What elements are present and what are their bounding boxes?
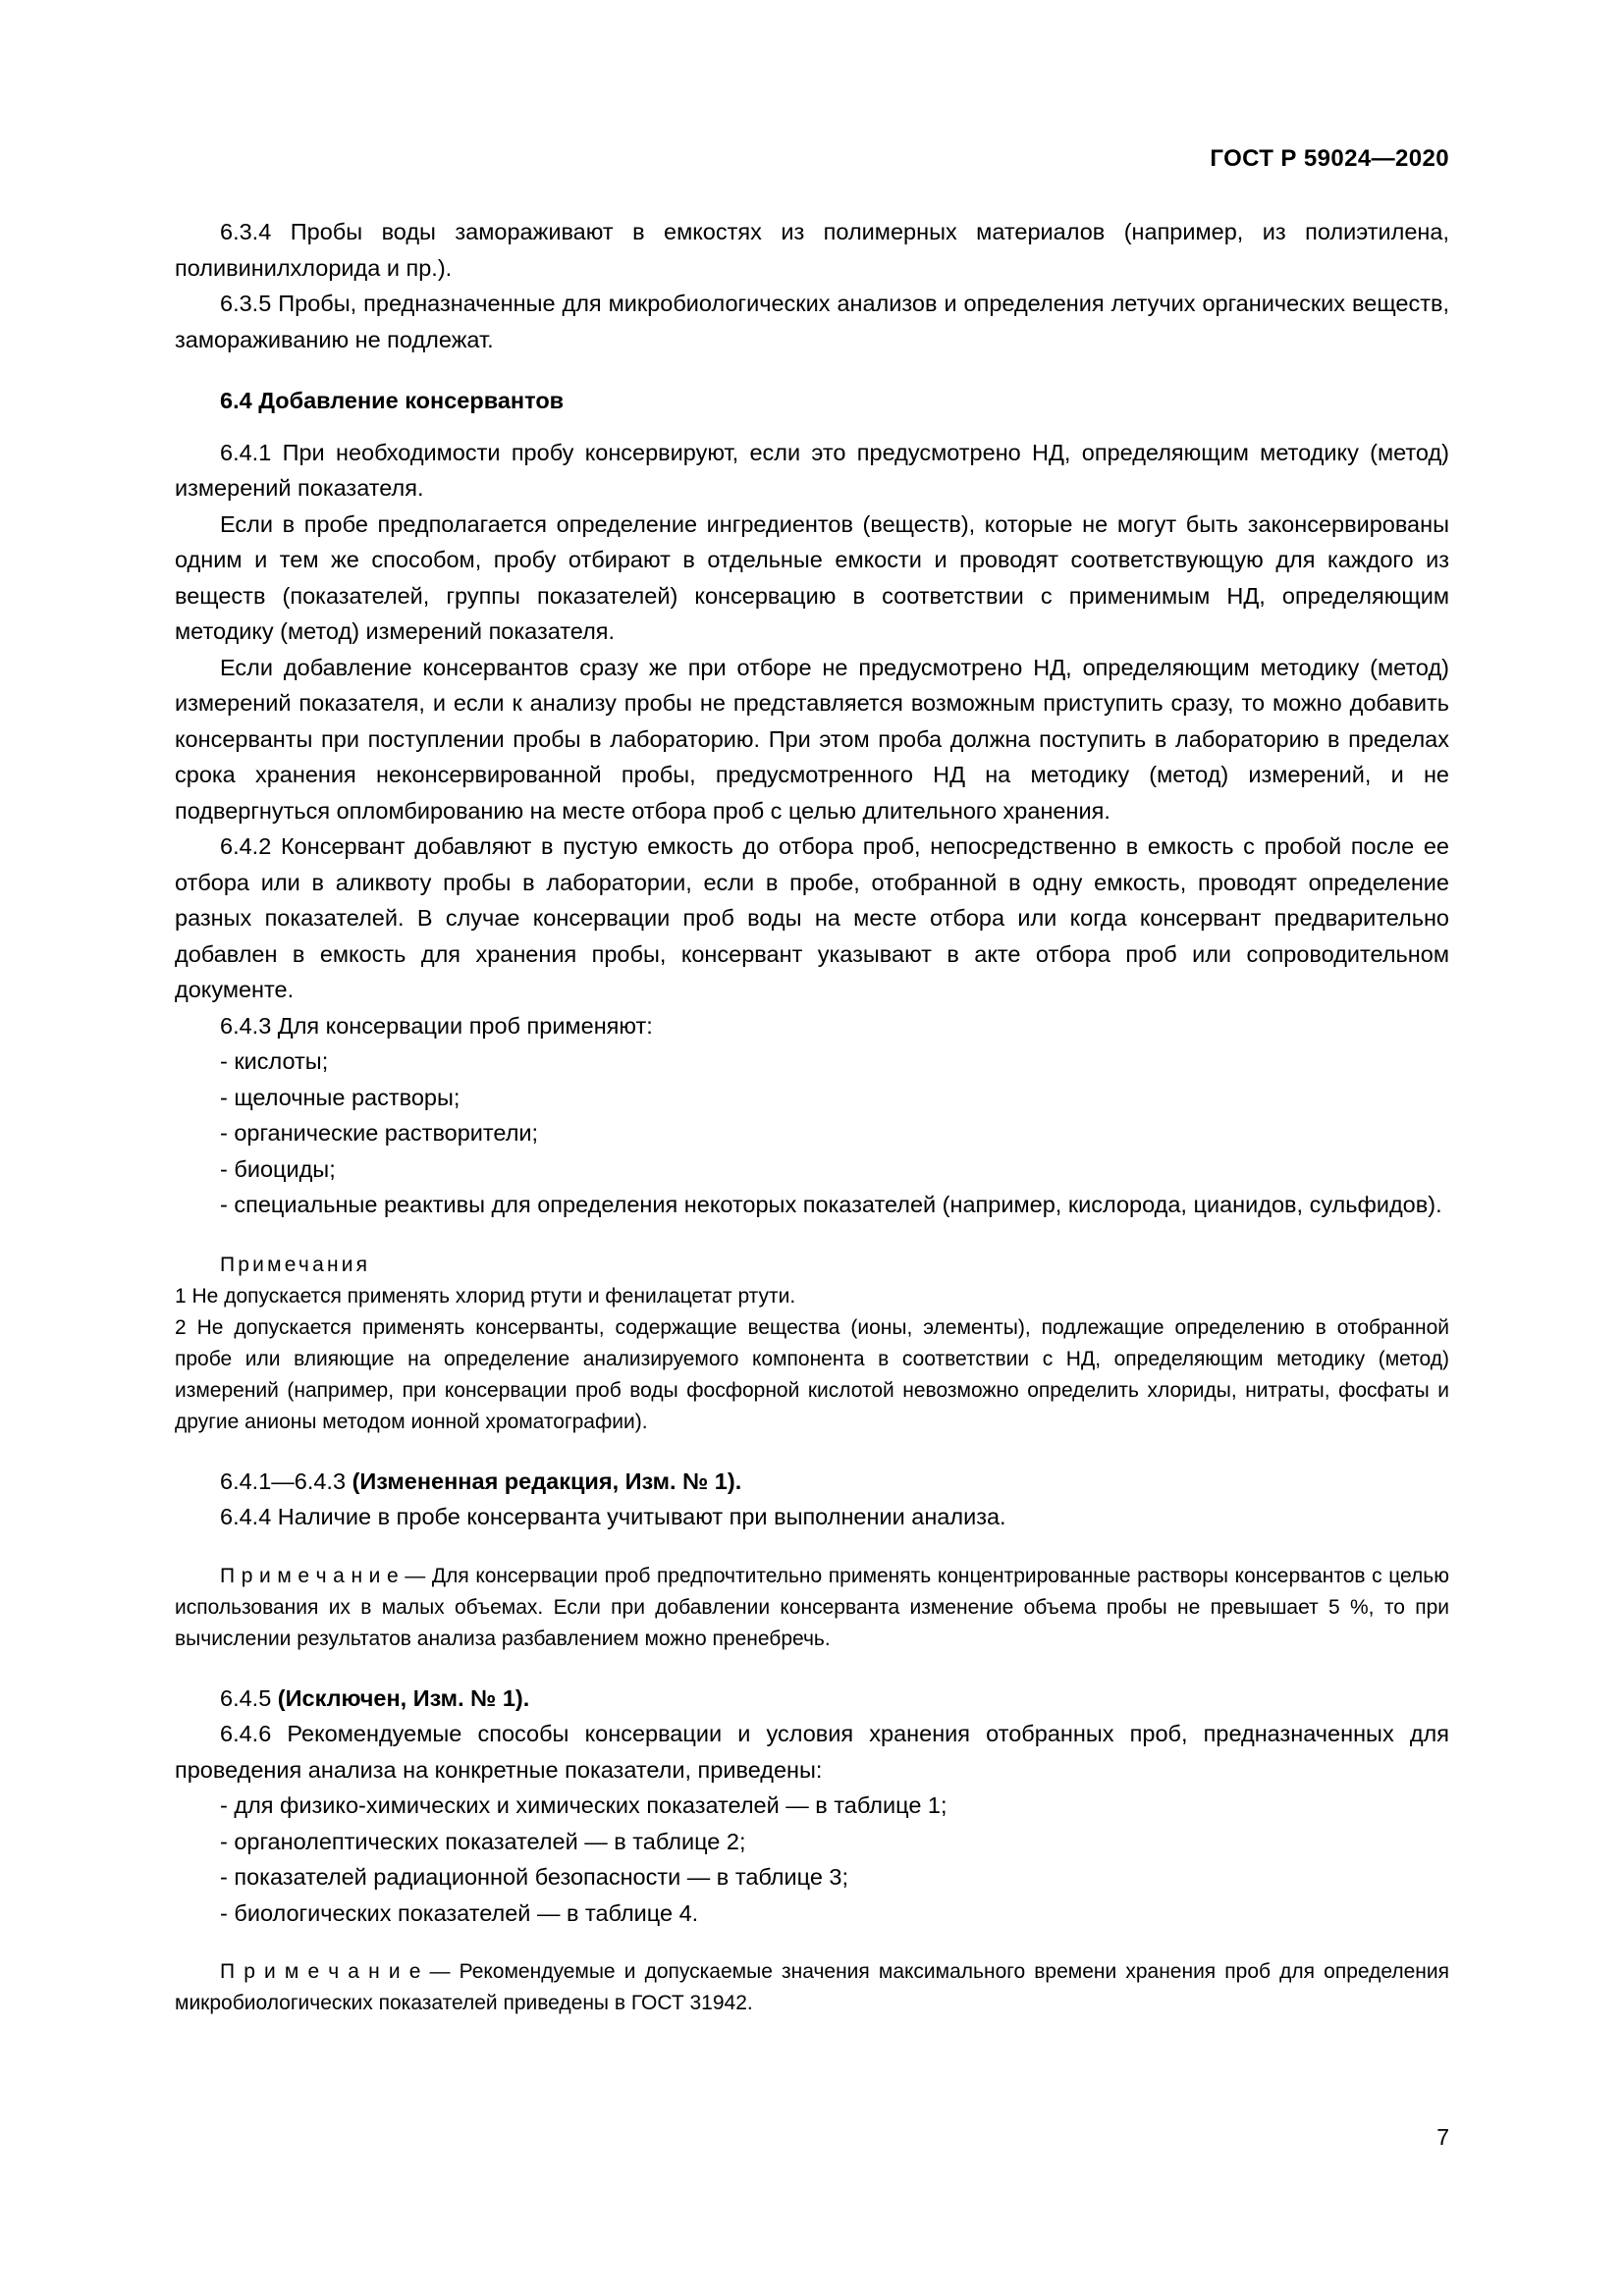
list-item: - кислоты; — [220, 1048, 329, 1074]
list-item: - органолептических показателей — в таблице 2; — [220, 1828, 746, 1854]
list-item: - щелочные растворы; — [220, 1084, 460, 1110]
list-item: - биоциды; — [220, 1155, 336, 1182]
spacer — [175, 1223, 1449, 1249]
spacer — [175, 357, 1449, 383]
spacer — [175, 1438, 1449, 1464]
note-final — [175, 1956, 1449, 2019]
paragraph-6-4-6: 6.4.6 Рекомендуемые способы консервации и условия хранения отобранных проб, предназначенных для проведения анализа на конкретные показатели, приведены: — [175, 1721, 1449, 1783]
page-number: 7 — [1436, 2124, 1449, 2150]
spacer — [175, 1535, 1449, 1561]
note-label: П р и м е ч а н и е — [220, 1564, 406, 1587]
note-1: 1 Не допускается применять хлорид ртути и фенилацетат ртути. — [175, 1284, 796, 1308]
revision-label: (Измененная редакция, Изм. № 1). — [352, 1468, 742, 1494]
revision-range: 6.4.1—6.4.3 — [220, 1468, 352, 1494]
paragraph-revision-note — [175, 1464, 1449, 1500]
paragraph-6-4-3: 6.4.3 Для консервации проб применяют: — [220, 1012, 653, 1039]
note-text: — Для консервации проб предпочтительно применять концентрированные растворы консервантов с целью использования их в малых объемах. Если при добавлении консерванта изменение объема пробы не превышает 5 %, то при вычислении результатов анализа разбавлением можно пренебречь. — [175, 1564, 1449, 1650]
list-item: - специальные реактивы для определения некоторых показателей (например, кислорода, цианидов, сульфидов). — [220, 1192, 1442, 1217]
paragraph-6-4-2: 6.4.2 Консервант добавляют в пустую емкость до отбора проб, непосредственно в емкость с пробой после ее отбора или в аликвоту пробы в лаборатории, если в пробе, отобранной в одну емкость, проводят определение разных показателей. В случае консервации проб воды на месте отбора или когда консервант предварительно добавлен в емкость для хранения пробы, консервант указывают в акте отбора проб или сопроводительном документе. — [175, 833, 1449, 1002]
page-content — [175, 214, 1449, 2019]
note-text: — Рекомендуемые и допускаемые значения максимального времени хранения проб для определения микробиологических показателей приведены в ГОСТ 31942. — [175, 1960, 1449, 2014]
spacer — [175, 1931, 1449, 1956]
note-single — [175, 1561, 1449, 1655]
note-2: 2 Не допускается применять консерванты, содержащие вещества (ионы, элементы), подлежащие определению в отобранной пробе или влияющие на определение анализируемого компонента в соответствии с НД, определяющим методику (метод) измерений (например, при консервации проб воды фосфорной кислотой невозможно определить хлориды, нитраты, фосфаты и другие анионы методом ионной хроматографии). — [175, 1315, 1449, 1433]
spacer — [175, 419, 1449, 435]
paragraph-6-4-1-b: Если в пробе предполагается определение ингредиентов (веществ), которые не могут быть законсервированы одним и тем же способом, пробу отбирают в отдельные емкости и проводят соответствующую для каждого из веществ (показателей, группы показателей) консервацию в соответствии с применимым НД, определяющим методику (метод) измерений показателя. — [175, 510, 1449, 644]
paragraph-6-4-1: 6.4.1 При необходимости пробу консервируют, если это предусмотрено НД, определяющим методику (метод) измерений показателя. — [175, 439, 1449, 501]
list-item: - органические растворители; — [220, 1120, 539, 1146]
page-header: ГОСТ Р 59024—2020 — [1210, 145, 1449, 172]
list-item: - биологических показателей — в таблице 4. — [220, 1899, 699, 1926]
paragraph-6-4-4: 6.4.4 Наличие в пробе консерванта учитывают при выполнении анализа. — [220, 1504, 1006, 1529]
list-item: - показателей радиационной безопасности — в таблице 3; — [220, 1864, 849, 1890]
section-heading-6-4: 6.4 Добавление консервантов — [220, 388, 565, 413]
clause-number: 6.4.5 — [220, 1684, 278, 1711]
list-item: - для физико-химических и химических показателей — в таблице 1; — [220, 1792, 947, 1818]
paragraph-6-4-5 — [175, 1681, 1449, 1717]
notes-title: Примечания — [220, 1253, 371, 1276]
paragraph-6-4-1-c: Если добавление консервантов сразу же при отборе не предусмотрено НД, определяющим методику (метод) измерений показателя, и если к анализу пробы не представляется возможным приступить сразу, то можно добавить консерванты при поступлении пробы в лабораторию. При этом проба должна поступить в лабораторию в пределах срока хранения неконсервированной пробы, предусмотренного НД на методику (метод) измерений, и не подвергнуться опломбированию на месте отбора проб с целью длительного хранения. — [175, 654, 1449, 824]
paragraph-6-3-4: 6.3.4 Пробы воды замораживают в емкостях из полимерных материалов (например, из полиэтилена, поливинилхлорида и пр.). — [175, 219, 1449, 281]
excluded-label: (Исключен, Изм. № 1). — [277, 1684, 530, 1711]
paragraph-6-3-5: 6.3.5 Пробы, предназначенные для микробиологических анализов и определения летучих органических веществ, замораживанию не подлежат. — [175, 291, 1449, 352]
note-label: П р и м е ч а н и е — [220, 1960, 430, 1983]
spacer — [175, 1655, 1449, 1681]
